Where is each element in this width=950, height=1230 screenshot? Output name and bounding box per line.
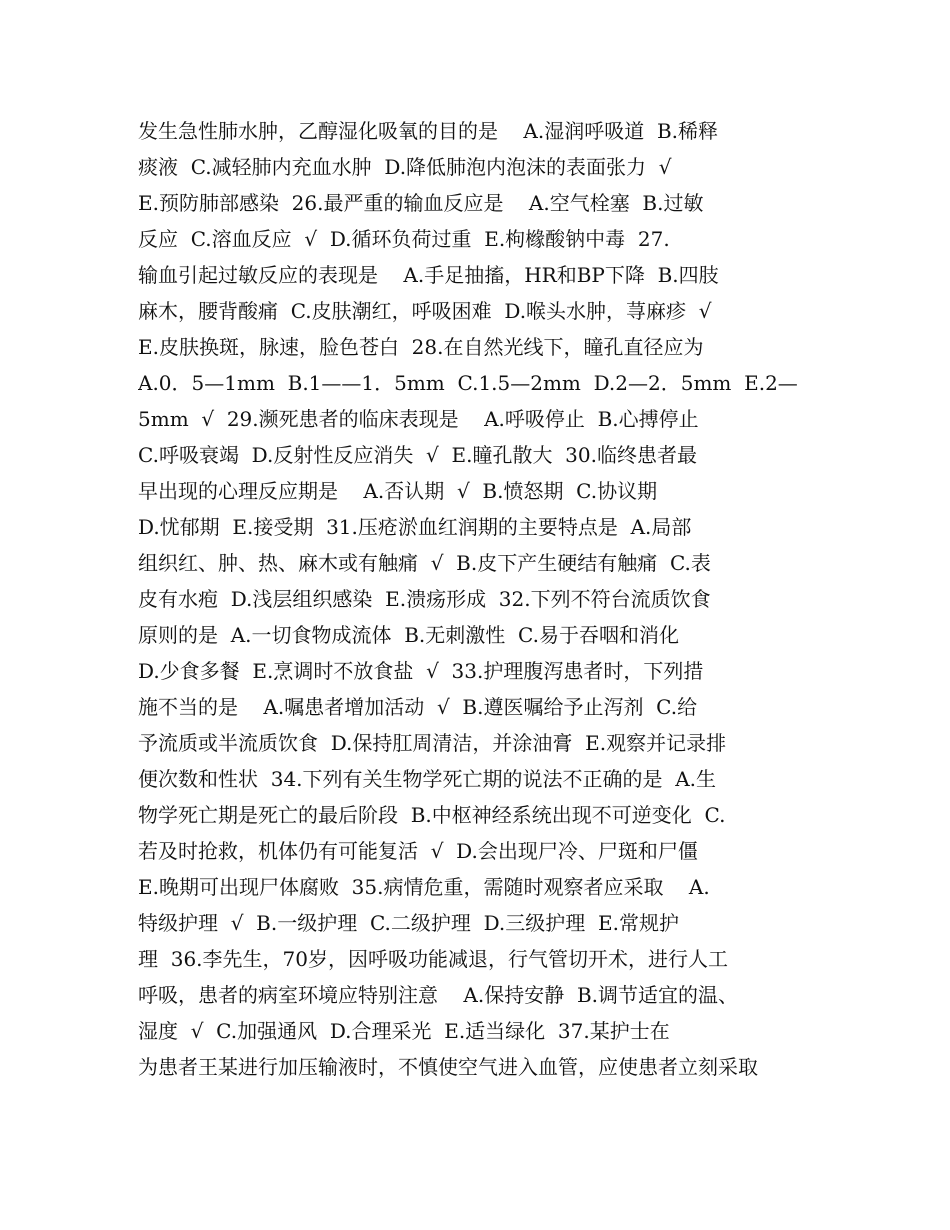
text-line: 5mm √ 29.濒死患者的临床表现是 A.呼吸停止 B.心搏停止 [138, 407, 699, 431]
text-line: 早出现的心理反应期是 A.否认期 √ B.愤怒期 C.协议期 [138, 479, 658, 503]
text-line: 理 36.李先生，70岁，因呼吸功能减退，行气管切开术，进行人工 [138, 947, 728, 971]
text-line: E.晚期可出现尸体腐败 35.病情危重，需随时观察者应采取 A. [138, 875, 710, 899]
text-line: E.皮肤换斑，脉速，脸色苍白 28.在自然光线下，瞳孔直径应为 [138, 335, 704, 359]
text-line: 予流质或半流质饮食 D.保持肛周清洁，并涂油膏 E.观察并记录排 [138, 731, 727, 755]
text-line: 麻木，腰背酸痛 C.皮肤潮红，呼吸困难 D.喉头水肿，荨麻疹 √ [138, 299, 712, 323]
text-line: D.忧郁期 E.接受期 31.压疮淤血红润期的主要特点是 A.局部 [138, 515, 692, 539]
text-line: 反应 C.溶血反应 √ D.循环负荷过重 E.枸橼酸钠中毒 27. [138, 227, 670, 251]
text-line: C.呼吸衰竭 D.反射性反应消失 √ E.瞳孔散大 30.临终患者最 [138, 443, 697, 467]
text-line: 便次数和性状 34.下列有关生物学死亡期的说法不正确的是 A.生 [138, 767, 717, 791]
text-line: E.预防肺部感染 26.最严重的输血反应是 A.空气栓塞 B.过敏 [138, 191, 704, 215]
text-line: 施不当的是 A.嘱患者增加活动 √ B.遵医嘱给予止泻剂 C.给 [138, 695, 698, 719]
text-line: 原则的是 A.一切食物成流体 B.无刺激性 C.易于吞咽和消化 [138, 623, 679, 647]
text-line: 输血引起过敏反应的表现是 A.手足抽搐，HR和BP下降 B.四肢 [138, 263, 719, 287]
text-line: 呼吸，患者的病室环境应特别注意 A.保持安静 B.调节适宜的温、 [138, 983, 738, 1007]
text-line: 组织红、肿、热、麻木或有触痛 √ B.皮下产生硬结有触痛 C.表 [138, 551, 711, 575]
body-text [138, 113, 828, 1085]
text-line: A.0．5—1mm B.1——1．5mm C.1.5—2mm D.2—2．5mm E.2— [138, 371, 798, 395]
text-line: 若及时抢救，机体仍有可能复活 √ D.会出现尸冷、尸斑和尸僵 [138, 839, 698, 863]
text-line: 皮有水疱 D.浅层组织感染 E.溃疡形成 32.下列不符台流质饮食 [138, 587, 711, 611]
text-line: 特级护理 √ B.一级护理 C.二级护理 D.三级护理 E.常规护 [138, 911, 679, 935]
text-line: 物学死亡期是死亡的最后阶段 B.中枢神经系统出现不可逆变化 C. [138, 803, 726, 827]
text-line: 湿度 √ C.加强通风 D.合理采光 E.适当绿化 37.某护士在 [138, 1019, 670, 1043]
text-line: 痰液 C.减轻肺内充血水肿 D.降低肺泡内泡沫的表面张力 √ [138, 155, 672, 179]
text-line: D.少食多餐 E.烹调时不放食盐 √ 33.护理腹泻患者时，下列措 [138, 659, 704, 683]
text-line: 为患者王某进行加压输液时，不慎使空气进入血管，应使患者立刻采取 [138, 1055, 758, 1079]
text-line: 发生急性肺水肿，乙醇湿化吸氧的目的是 A.湿润呼吸道 B.稀释 [138, 119, 718, 143]
